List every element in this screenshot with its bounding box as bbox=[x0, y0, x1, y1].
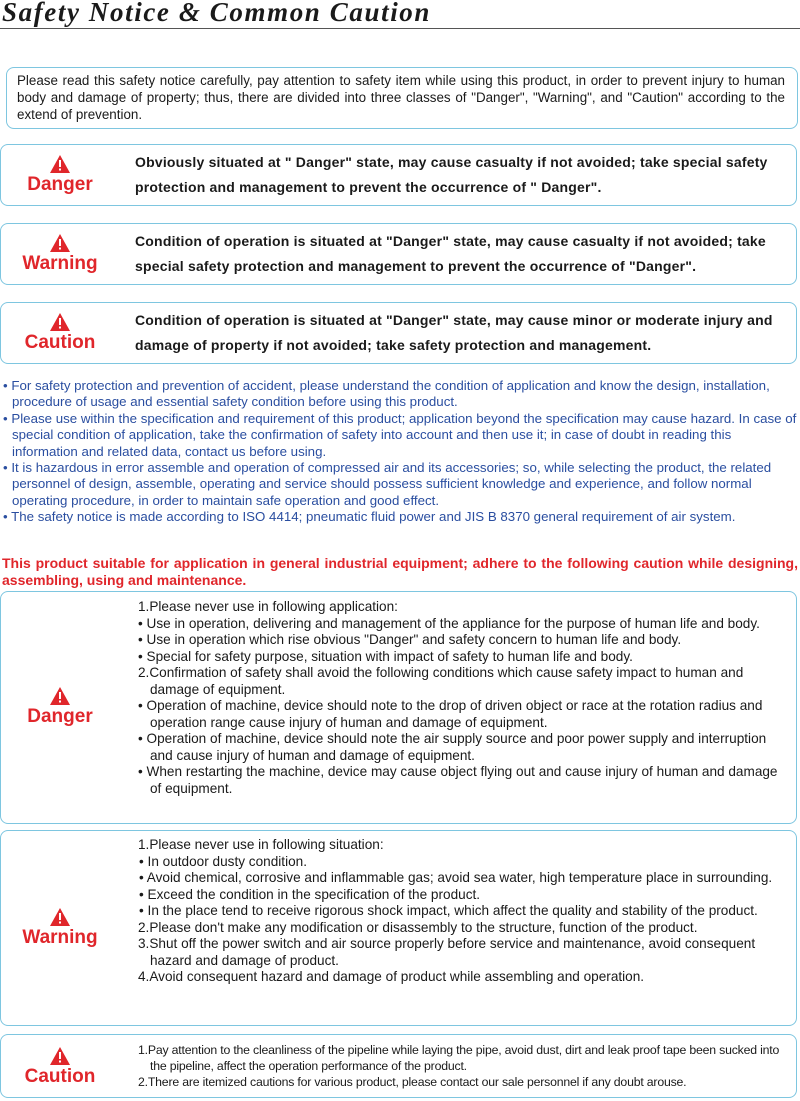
danger-list bbox=[138, 599, 786, 797]
danger-class-box bbox=[0, 144, 797, 206]
danger-badge bbox=[1, 155, 119, 195]
warning-label: Warning bbox=[22, 253, 98, 274]
list-item: • In outdoor dusty condition. bbox=[139, 853, 307, 869]
warning-list-badge bbox=[1, 908, 119, 948]
caution-list bbox=[138, 1042, 786, 1090]
list-item: 4.Avoid consequent hazard and damage of product while assembling and operation. bbox=[138, 969, 645, 984]
list-item: • Operation of machine, device should note the air supply source and poor power supply and interruption and cause injury of human and damage of equipment. bbox=[138, 731, 767, 763]
intro-text: Please read this safety notice carefully, pay attention to safety item while using this product, in order to prevent injury to human body and damage of property; thus, there are divided into three classes of "Danger", "Warning", and "Caution" according to the extend of prevention. bbox=[17, 73, 785, 122]
warning-class-box bbox=[0, 223, 797, 285]
title-rule bbox=[0, 28, 800, 29]
warning-list-label: Warning bbox=[22, 927, 98, 948]
list-item: • Exceed the condition in the specification of the product. bbox=[139, 886, 481, 902]
bullet-item: • It is hazardous in error assemble and operation of compressed air and its accessories; so, while selecting the product, the related personnel of design, assemble, operating and service should possess sufficient knowledge and experience, and follow normal operating procedure, in order to maintain safe operation and good effect. bbox=[3, 460, 772, 508]
caution-class-text: Condition of operation is situated at "Danger" state, may cause minor or moderate injury and damage of property if not avoided; take safety protection and management. bbox=[135, 312, 773, 353]
danger-list-badge bbox=[1, 687, 119, 727]
danger-class-text: Obviously situated at " Danger" state, may cause casualty if not avoided; take special safety protection and management to prevent the occurrence of " Danger". bbox=[135, 154, 768, 195]
page-title: Safety Notice & Common Caution bbox=[2, 0, 432, 27]
list-item: 2.There are itemized cautions for various product, please contact our sale personnel if any doubt arouse. bbox=[138, 1075, 687, 1089]
list-item: 2.Confirmation of safety shall avoid the following conditions which cause safety impact to human and damage of equipment. bbox=[138, 665, 744, 697]
warning-triangle-icon bbox=[50, 908, 70, 926]
list-item: • Special for safety purpose, situation with impact of safety to human life and body. bbox=[138, 648, 633, 664]
warning-class-text: Condition of operation is situated at "Danger" state, may cause casualty if not avoided; take special safety protection and management to prevent the occurrence of "Danger". bbox=[135, 233, 766, 274]
caution-label: Caution bbox=[24, 332, 96, 353]
warning-triangle-icon bbox=[50, 1047, 70, 1065]
list-item: • Avoid chemical, corrosive and inflammable gas; avoid sea water, high temperature place in surrounding. bbox=[139, 870, 773, 885]
list-item: 1.Please never use in following situation: bbox=[138, 837, 384, 852]
application-note: This product suitable for application in general industrial equipment; adhere to the following caution while designing, assembling, using and maintenance. bbox=[2, 555, 798, 588]
list-item: • Use in operation, delivering and management of the appliance for the purpose of human life and body. bbox=[138, 615, 760, 631]
list-item: • In the place tend to receive rigorous shock impact, which affect the quality and stability of the product. bbox=[139, 903, 758, 918]
intro-box bbox=[6, 67, 798, 129]
bullet-item: • For safety protection and prevention of accident, please understand the condition of application and know the design, installation, procedure of usage and essential safety condition before using this product. bbox=[3, 378, 770, 410]
list-item: 1.Please never use in following application: bbox=[138, 599, 398, 614]
warning-triangle-icon bbox=[50, 313, 70, 331]
warning-badge bbox=[1, 234, 119, 274]
list-item: 1.Pay attention to the cleanliness of the pipeline while laying the pipe, avoid dust, dirt and leak proof tape been sucked into the pipeline, affect the operation performance of the product. bbox=[138, 1043, 780, 1073]
safety-bullets bbox=[2, 378, 800, 526]
list-item: • Operation of machine, device should note to the drop of driven object or race at the rotation radius and operation range cause injury of human and damage of equipment. bbox=[138, 698, 763, 730]
bullet-item: • The safety notice is made according to ISO 4414; pneumatic fluid power and JIS B 8370 general requirement of air system. bbox=[3, 509, 736, 525]
danger-list-box bbox=[0, 591, 797, 824]
warning-list bbox=[138, 837, 786, 986]
warning-triangle-icon bbox=[50, 155, 70, 173]
caution-list-label: Caution bbox=[24, 1066, 96, 1087]
caution-class-box bbox=[0, 302, 797, 364]
warning-list-box bbox=[0, 830, 797, 1026]
warning-triangle-icon bbox=[50, 687, 70, 705]
list-item: 3.Shut off the power switch and air source properly before service and maintenance, avoid consequent hazard and damage of product. bbox=[138, 936, 756, 968]
caution-badge bbox=[1, 313, 119, 353]
bullet-item: • Please use within the specification and requirement of this product; application beyond the specification may cause hazard. In case of special condition of application, take the confirmation of safety into account and then use it; in case of doubt in reading this information and related data, contact us before using. bbox=[3, 410, 797, 459]
danger-list-label: Danger bbox=[27, 706, 93, 727]
warning-triangle-icon bbox=[50, 234, 70, 252]
caution-list-badge bbox=[1, 1047, 119, 1087]
caution-list-box bbox=[0, 1034, 797, 1098]
list-item: • When restarting the machine, device may cause object flying out and cause injury of human and damage of equipment. bbox=[138, 764, 778, 796]
danger-label: Danger bbox=[27, 174, 93, 195]
list-item: 2.Please don't make any modification or disassembly to the structure, function of the product. bbox=[138, 919, 698, 935]
list-item: • Use in operation which rise obvious "Danger" and safety concern to human life and body. bbox=[138, 632, 682, 647]
